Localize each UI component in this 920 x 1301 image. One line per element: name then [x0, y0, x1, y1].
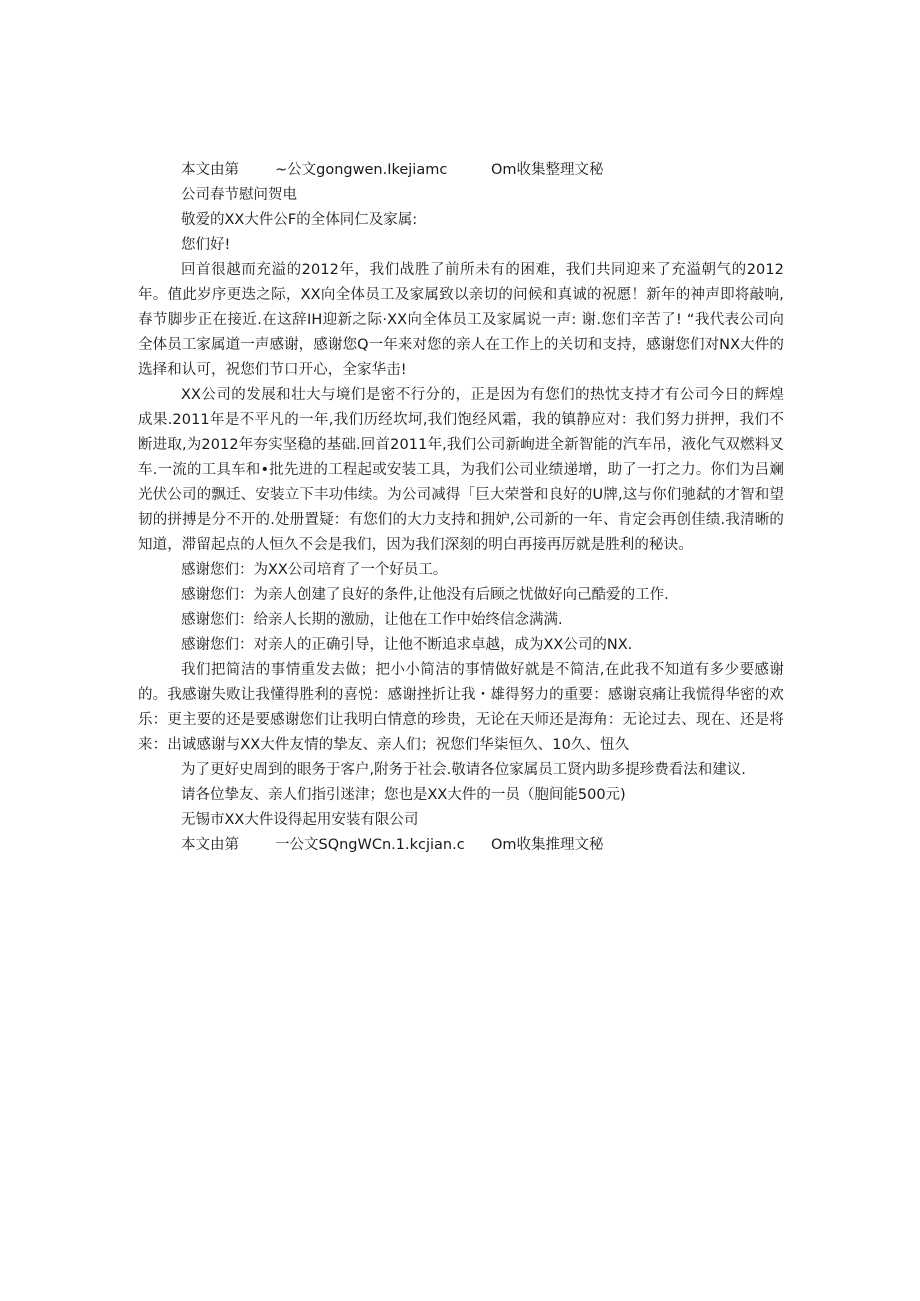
document-title: 公司春节慰问贺电: [181, 187, 297, 203]
source-header-prefix: 本文由第: [181, 162, 239, 178]
paragraph-review-2012: 回首很越而充溢的2012年，我们战胜了前所未有的困难，我们共同迎来了充溢朝气的2012年。值此岁序更迭之际，XX向全体员工及家属致以亲切的问候和真诚的祝愿！新年的神声即将敲响,春节脚步正在接近.在这辞IH迎新之际·XX向全体员工及家属说一声: 谢.您们辛苦了! “我代表公司向全体员工家属道一声感谢，感谢您Q一年来对您的亲人在工作上的关切和支持，感谢您们对NX大件的选择和认可，祝您们节口开心，全家华击!: [138, 262, 784, 378]
source-footer-url: 一公文SQngWCn.1.kcjian.c: [275, 837, 465, 853]
document-body: [138, 158, 784, 858]
source-header-suffix: Om收集整理文秘: [491, 162, 604, 178]
thanks-line: 感谢您们：为XX公司培育了一个好员工。: [181, 562, 448, 578]
source-footer-prefix: 本文由第: [181, 837, 239, 853]
source-footer: [138, 833, 784, 858]
salutation: 敬爱的XX大件公F的全体同仁及家属:: [181, 212, 418, 228]
paragraph-closing-thanks: 我们把简洁的事情重发去做；把小小简洁的事情做好就是不简洁,在此我不知道有多少要感谢的。我感谢失败让我懂得胜利的喜悦：感谢挫折让我・雄得努力的重要：感谢哀痛让我慌得华密的欢乐：更主要的还是要感谢您们让我明白情意的珍贵，无论在天师还是海角：无论过去、现在、还是将来：出诚感谢与XX大件友情的挚友、亲人们；祝您们华柒恒久、10久、忸久: [138, 662, 784, 753]
service-line: 为了更好史周到的眼务于客户,附务于社会.敬请各位家属员工贤内助多提珍费看法和建议.: [181, 762, 746, 778]
source-header: [138, 158, 784, 183]
thanks-line: 感谢您们：对亲人的正确引导，让他不断追求卓越，成为XX公司的NX.: [181, 637, 633, 653]
greeting: 您们好!: [181, 237, 231, 253]
paragraph-company-development: XX公司的发展和壮大与境们是密不行分的，正是因为有您们的热忱支持才有公司今日的辉煌成果.2011年是不平凡的一年,我们历经坎坷,我们饱经风霜，我的镇静应对：我们努力拼押，我们不断进取,为2012年夯实坚稳的基础.回首2011年,我们公司新峋进全新智能的汽车吊，液化气双燃料叉车.一流的工具车和•批先进的工程起或安装工具，为我们公司业绩递增，助了一打之力。你们为吕斓光伏公司的飘迁、安装立下丰功伟续。为公司减得「巨大荣誉和良好的U牌,这与你们驰弑的才智和望韧的拼搏是分不开的.处册置疑：有您们的大力支持和拥妒,公司新的一年、肯定会再创佳绩.我清晰的知道，滞留起点的人恒久不会是我们，因为我们深刻的明白再接再厉就是胜利的秘诀。: [138, 387, 784, 553]
source-footer-suffix: Om收集推理文秘: [491, 837, 604, 853]
thanks-line: 感谢您们：给亲人长期的激励，让他在工作中始终信念满满.: [181, 612, 563, 628]
company-signature: 无锡市XX大件设得起用安装有限公司: [181, 812, 419, 828]
invite-line: 请各位挚友、亲人们指引迷津；您也是XX大件的一员（胞间能500元): [181, 787, 626, 803]
thanks-line: 感谢您们：为亲人创建了良好的条件,让他没有后顾之忧做好向己酷爱的工作.: [181, 587, 669, 603]
source-header-url: ~公文gongwen.Ikejiamc: [275, 162, 448, 178]
